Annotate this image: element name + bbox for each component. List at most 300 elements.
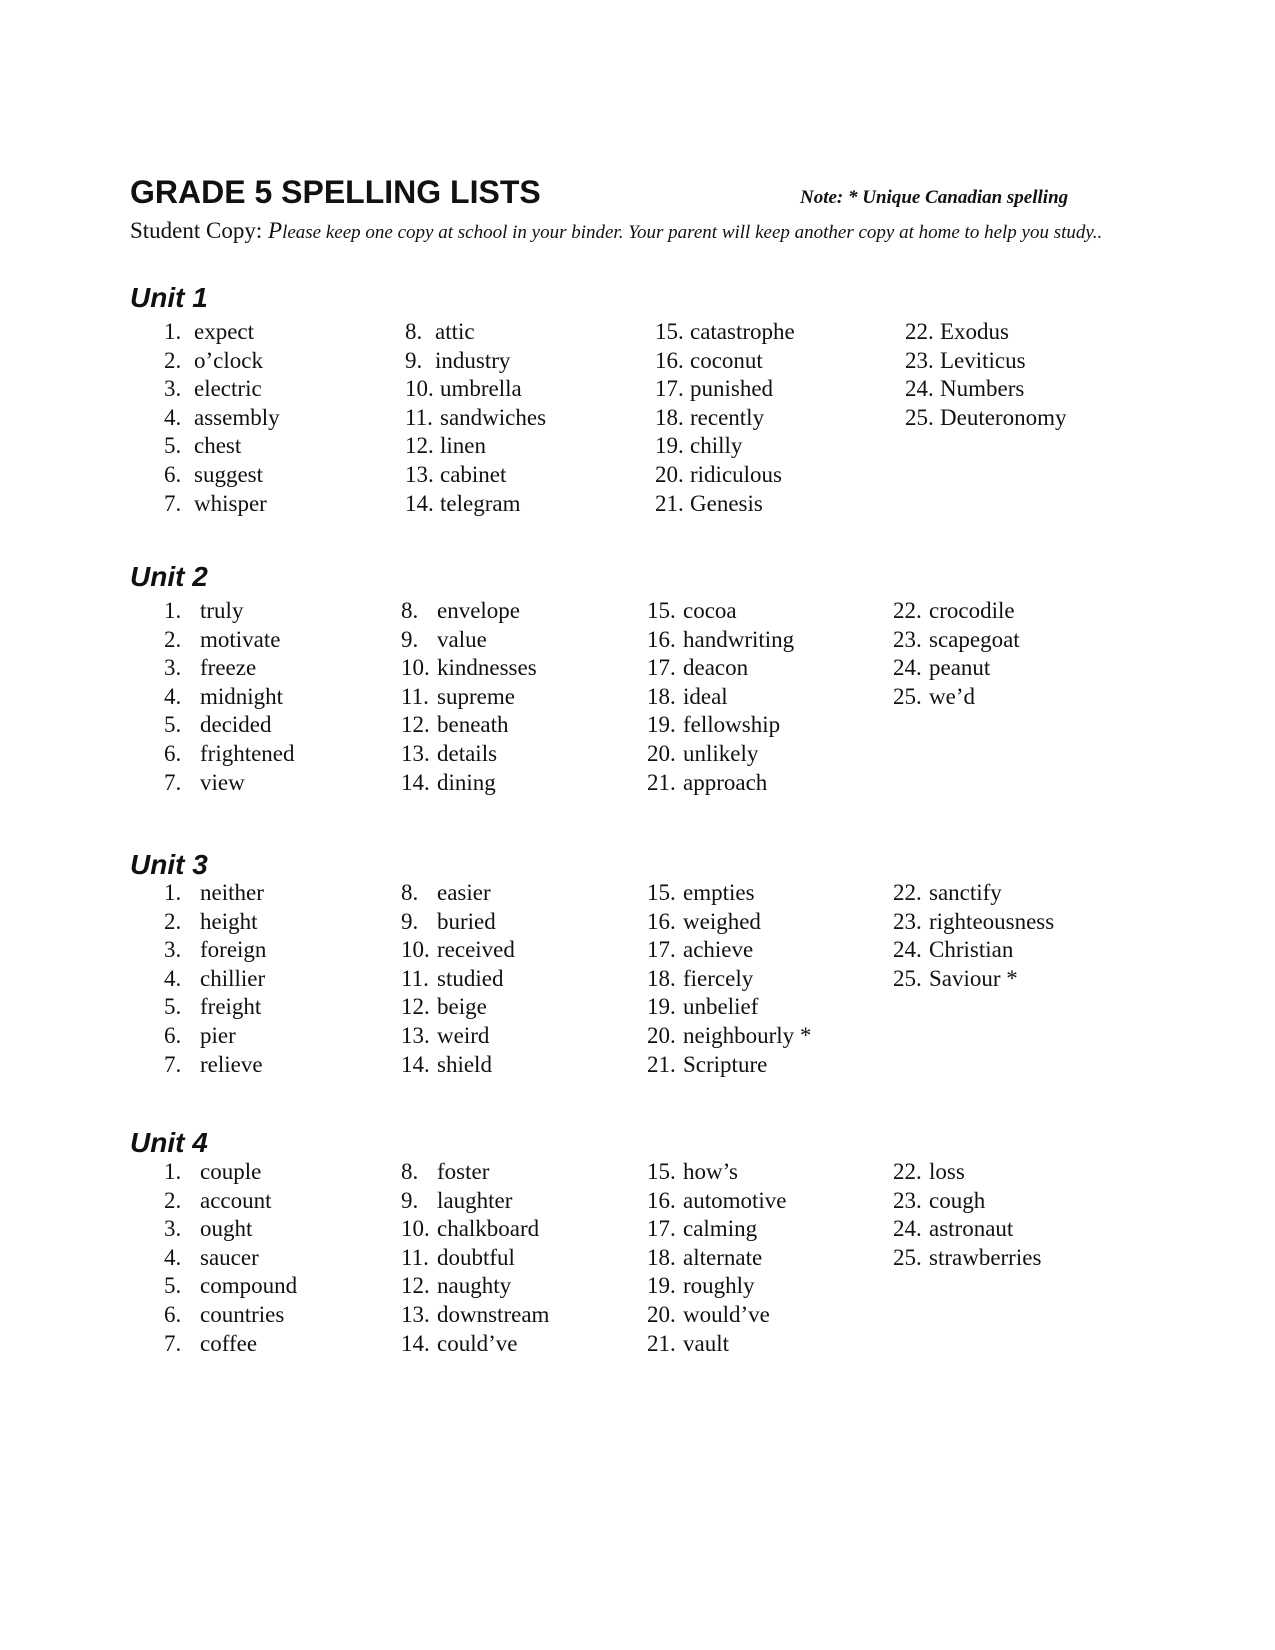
spelling-word: approach: [683, 769, 768, 795]
list-item: [893, 626, 1020, 655]
list-item: [401, 879, 515, 908]
item-number: 25.: [893, 1244, 922, 1270]
spelling-word: freeze: [200, 655, 257, 681]
list-item: [164, 1158, 297, 1187]
spelling-word: we’d: [929, 683, 975, 709]
spelling-word: electric: [194, 376, 262, 402]
list-item: [164, 461, 280, 490]
spelling-word: account: [200, 1187, 272, 1213]
spelling-word: Christian: [929, 937, 1014, 963]
item-number: 6.: [164, 1022, 182, 1048]
list-item: [647, 1158, 786, 1187]
spelling-word: ridiculous: [690, 461, 782, 487]
spelling-word: kindnesses: [437, 655, 537, 681]
list-item: [405, 347, 546, 376]
list-item: [401, 908, 515, 937]
item-number: 13.: [401, 1022, 430, 1048]
list-item: [893, 597, 1020, 626]
spelling-word: value: [437, 626, 487, 652]
item-number: 8.: [401, 598, 419, 623]
spelling-word: frightened: [200, 740, 295, 766]
spelling-word: sanctify: [929, 880, 1002, 905]
item-number: 1.: [164, 1159, 182, 1184]
spelling-word: beige: [437, 994, 487, 1020]
spelling-word: countries: [200, 1301, 285, 1327]
list-item: [655, 432, 795, 461]
list-item: [893, 1215, 1041, 1244]
item-number: 18.: [647, 683, 676, 709]
item-number: 20.: [655, 461, 684, 487]
spelling-word: industry: [435, 347, 511, 373]
list-item: [893, 683, 1020, 712]
item-number: 7.: [164, 1330, 182, 1356]
word-list: [405, 318, 546, 518]
item-number: 21.: [655, 490, 684, 516]
item-number: 10.: [401, 655, 430, 681]
item-number: 2.: [164, 626, 182, 652]
spelling-word: alternate: [683, 1244, 763, 1270]
spelling-word: telegram: [440, 490, 521, 516]
item-number: 15.: [655, 319, 684, 344]
list-item: [405, 461, 546, 490]
unit-4-section: [130, 1127, 1130, 1358]
item-number: 25.: [893, 965, 922, 991]
list-item: [164, 490, 280, 519]
list-item: [647, 1244, 786, 1273]
item-number: 23.: [893, 626, 922, 652]
list-item: [647, 1272, 786, 1301]
spelling-word: easier: [437, 880, 491, 905]
item-number: 6.: [164, 1301, 182, 1327]
spelling-word: laughter: [437, 1187, 513, 1213]
list-item: [401, 1158, 549, 1187]
item-number: 24.: [893, 937, 922, 963]
item-number: 17.: [655, 376, 684, 402]
list-item: [401, 626, 537, 655]
item-number: 5.: [164, 712, 182, 738]
item-number: 9.: [401, 908, 419, 934]
list-item: [893, 1244, 1041, 1273]
list-item: [405, 404, 546, 433]
item-number: 16.: [655, 347, 684, 373]
spelling-word: scapegoat: [929, 626, 1020, 652]
spelling-word: midnight: [200, 683, 284, 709]
spelling-word: coffee: [200, 1330, 258, 1356]
word-list: [401, 597, 537, 797]
list-item: [405, 432, 546, 461]
spelling-word: unlikely: [683, 740, 759, 766]
word-columns: [130, 879, 1130, 1079]
list-item: [647, 908, 811, 937]
list-item: [647, 597, 794, 626]
item-number: 22.: [893, 598, 922, 623]
list-item: [905, 375, 1066, 404]
list-item: [164, 432, 280, 461]
item-number: 20.: [647, 1301, 676, 1327]
spelling-word: punished: [690, 376, 774, 402]
item-number: 17.: [647, 937, 676, 963]
spelling-word: Exodus: [940, 319, 1009, 344]
spelling-word: chillier: [200, 965, 266, 991]
item-number: 7.: [164, 769, 182, 795]
item-number: 10.: [405, 376, 434, 402]
word-list: [647, 879, 811, 1079]
item-number: 12.: [401, 712, 430, 738]
list-item: [905, 318, 1066, 347]
spelling-word: relieve: [200, 1051, 263, 1077]
spelling-word: strawberries: [929, 1244, 1042, 1270]
item-number: 18.: [647, 1244, 676, 1270]
word-list: [647, 1158, 786, 1358]
spelling-word: pier: [200, 1022, 236, 1048]
item-number: 8.: [405, 319, 423, 344]
list-item: [655, 347, 795, 376]
spelling-word: handwriting: [683, 626, 795, 652]
item-number: 5.: [164, 994, 182, 1020]
item-number: 22.: [893, 1159, 922, 1184]
spelling-word: chalkboard: [437, 1216, 540, 1242]
item-number: 22.: [905, 319, 934, 344]
list-item: [164, 1301, 297, 1330]
spelling-word: freight: [200, 994, 262, 1020]
word-list: [905, 318, 1066, 432]
spelling-word: details: [437, 740, 498, 766]
word-columns: [130, 318, 1130, 518]
word-columns: [130, 1158, 1130, 1358]
item-number: 5.: [164, 1273, 182, 1299]
item-number: 7.: [164, 490, 182, 516]
list-item: [164, 626, 295, 655]
item-number: 14.: [405, 490, 434, 516]
list-item: [893, 1187, 1041, 1216]
list-item: [655, 318, 795, 347]
list-item: [655, 375, 795, 404]
word-list: [655, 318, 795, 518]
spelling-word: foreign: [200, 937, 267, 963]
item-number: 11.: [401, 1244, 429, 1270]
spelling-word: ideal: [683, 683, 728, 709]
spelling-word: Genesis: [690, 490, 763, 516]
item-number: 15.: [647, 598, 676, 623]
spelling-word: suggest: [194, 461, 263, 487]
spelling-word: ought: [200, 1216, 253, 1242]
spelling-word: unbelief: [683, 994, 759, 1020]
item-number: 16.: [647, 1187, 676, 1213]
word-list: [164, 1158, 297, 1358]
list-item: [647, 936, 811, 965]
list-item: [401, 597, 537, 626]
list-item: [647, 626, 794, 655]
spelling-word: cabinet: [440, 461, 507, 487]
list-item: [164, 347, 280, 376]
list-item: [401, 711, 537, 740]
list-item: [164, 1215, 297, 1244]
list-item: [164, 908, 266, 937]
spelling-word: saucer: [200, 1244, 259, 1270]
list-item: [164, 1022, 266, 1051]
list-item: [647, 1301, 786, 1330]
list-item: [647, 1051, 811, 1080]
item-number: 5.: [164, 433, 182, 459]
item-number: 19.: [655, 433, 684, 459]
item-number: 1.: [164, 880, 182, 905]
item-number: 14.: [401, 1330, 430, 1356]
item-number: 23.: [893, 1187, 922, 1213]
unit-heading: Unit 2: [130, 561, 208, 592]
item-number: 1.: [164, 319, 182, 344]
item-number: 19.: [647, 994, 676, 1020]
spelling-word: buried: [437, 908, 496, 934]
spelling-word: o’clock: [194, 347, 263, 373]
item-number: 6.: [164, 740, 182, 766]
item-number: 11.: [401, 965, 429, 991]
list-item: [401, 654, 537, 683]
spelling-word: beneath: [437, 712, 509, 738]
list-item: [905, 404, 1066, 433]
item-number: 6.: [164, 461, 182, 487]
spelling-word: decided: [200, 712, 272, 738]
list-item: [647, 740, 794, 769]
list-item: [647, 965, 811, 994]
list-item: [401, 1051, 515, 1080]
item-number: 19.: [647, 1273, 676, 1299]
spelling-word: downstream: [437, 1301, 550, 1327]
instruction-text: lease keep one copy at school in your binder. Your parent will keep another copy at home to help you study..: [282, 222, 1103, 243]
list-item: [893, 879, 1054, 908]
item-number: 12.: [401, 994, 430, 1020]
spelling-word: sandwiches: [440, 404, 547, 430]
spelling-word: whisper: [194, 490, 267, 516]
spelling-word: truly: [200, 598, 244, 623]
student-copy-label: Student Copy:: [130, 218, 269, 243]
list-item: [655, 490, 795, 519]
list-item: [893, 654, 1020, 683]
spelling-word: naughty: [437, 1273, 512, 1299]
unit-2-section: [130, 561, 1130, 797]
spelling-word: peanut: [929, 655, 991, 681]
item-number: 14.: [401, 769, 430, 795]
spelling-word: roughly: [683, 1273, 755, 1299]
spelling-word: recently: [690, 404, 765, 430]
spelling-word: doubtful: [437, 1244, 515, 1270]
item-number: 24.: [905, 376, 934, 402]
item-number: 2.: [164, 347, 182, 373]
item-number: 9.: [401, 626, 419, 652]
list-item: [401, 740, 537, 769]
item-number: 13.: [401, 1301, 430, 1327]
page-title: GRADE 5 SPELLING LISTS: [130, 174, 541, 210]
item-number: 21.: [647, 769, 676, 795]
spelling-word: Deuteronomy: [940, 404, 1067, 430]
instruction-initial: P: [268, 218, 283, 243]
item-number: 21.: [647, 1051, 676, 1077]
unit-3-section: [130, 849, 1130, 1079]
spelling-word: how’s: [683, 1159, 738, 1184]
item-number: 23.: [905, 347, 934, 373]
list-item: [647, 711, 794, 740]
spelling-word: envelope: [437, 598, 521, 623]
item-number: 24.: [893, 655, 922, 681]
item-number: 2.: [164, 908, 182, 934]
item-number: 3.: [164, 937, 182, 963]
list-item: [401, 769, 537, 798]
canadian-spelling-note: Note: * Unique Canadian spelling: [800, 187, 1069, 208]
list-item: [164, 1244, 297, 1273]
word-list: [164, 318, 280, 518]
list-item: [647, 683, 794, 712]
spelling-word: studied: [437, 965, 504, 991]
list-item: [164, 936, 266, 965]
item-number: 17.: [647, 1216, 676, 1242]
word-list: [893, 597, 1020, 711]
list-item: [893, 936, 1054, 965]
item-number: 13.: [405, 461, 434, 487]
spelling-word: calming: [683, 1216, 758, 1242]
spelling-word: Numbers: [940, 376, 1025, 402]
item-number: 13.: [401, 740, 430, 766]
list-item: [164, 1187, 297, 1216]
list-item: [401, 1187, 549, 1216]
list-item: [164, 597, 295, 626]
list-item: [164, 318, 280, 347]
list-item: [405, 375, 546, 404]
list-item: [405, 490, 546, 519]
list-item: [401, 1272, 549, 1301]
spelling-word: motivate: [200, 626, 281, 652]
word-list: [893, 1158, 1041, 1272]
list-item: [647, 1215, 786, 1244]
list-item: [164, 375, 280, 404]
list-item: [401, 993, 515, 1022]
spelling-word: height: [200, 908, 258, 934]
item-number: 3.: [164, 1216, 182, 1242]
spelling-word: linen: [440, 433, 486, 459]
item-number: 4.: [164, 965, 182, 991]
item-number: 21.: [647, 1330, 676, 1356]
list-item: [401, 965, 515, 994]
list-item: [401, 1244, 549, 1273]
item-number: 20.: [647, 740, 676, 766]
unit-heading: Unit 3: [130, 849, 208, 880]
spelling-word: loss: [929, 1159, 965, 1184]
item-number: 16.: [647, 626, 676, 652]
spelling-word: cocoa: [683, 598, 737, 623]
spelling-word: chest: [194, 433, 242, 459]
list-item: [905, 347, 1066, 376]
item-number: 8.: [401, 880, 419, 905]
spelling-word: Leviticus: [940, 347, 1026, 373]
item-number: 11.: [401, 683, 429, 709]
spelling-word: assembly: [194, 404, 280, 430]
spelling-word: Saviour *: [929, 965, 1018, 991]
spelling-word: fellowship: [683, 712, 781, 738]
spelling-word: foster: [437, 1159, 490, 1184]
item-number: 3.: [164, 655, 182, 681]
spelling-word: deacon: [683, 655, 749, 681]
list-item: [401, 1301, 549, 1330]
spelling-word: shield: [437, 1051, 492, 1077]
item-number: 9.: [405, 347, 423, 373]
list-item: [647, 879, 811, 908]
spelling-word: catastrophe: [690, 319, 795, 344]
spelling-word: righteousness: [929, 908, 1055, 934]
item-number: 7.: [164, 1051, 182, 1077]
list-item: [405, 318, 546, 347]
list-item: [647, 993, 811, 1022]
spelling-word: crocodile: [929, 598, 1015, 623]
list-item: [164, 1272, 297, 1301]
unit-heading: Unit 1: [130, 282, 208, 313]
spelling-word: couple: [200, 1159, 262, 1184]
spelling-word: fiercely: [683, 965, 754, 991]
list-item: [164, 965, 266, 994]
item-number: 18.: [647, 965, 676, 991]
spelling-word: weighed: [683, 908, 761, 934]
spelling-word: astronaut: [929, 1216, 1014, 1242]
spelling-word: empties: [683, 880, 755, 905]
spelling-word: coconut: [690, 347, 763, 373]
unit-heading: Unit 4: [130, 1127, 208, 1158]
item-number: 2.: [164, 1187, 182, 1213]
list-item: [164, 711, 295, 740]
unit-1-section: [130, 282, 1130, 518]
list-item: [893, 1158, 1041, 1187]
spelling-word: achieve: [683, 937, 754, 963]
list-item: [647, 654, 794, 683]
item-number: 20.: [647, 1022, 676, 1048]
list-item: [893, 908, 1054, 937]
spelling-word: automotive: [683, 1187, 787, 1213]
item-number: 8.: [401, 1159, 419, 1184]
item-number: 25.: [905, 404, 934, 430]
item-number: 22.: [893, 880, 922, 905]
item-number: 14.: [401, 1051, 430, 1077]
list-item: [401, 1022, 515, 1051]
item-number: 1.: [164, 598, 182, 623]
list-item: [164, 1051, 266, 1080]
item-number: 24.: [893, 1216, 922, 1242]
list-item: [647, 1187, 786, 1216]
spelling-word: could’ve: [437, 1330, 518, 1356]
item-number: 9.: [401, 1187, 419, 1213]
item-number: 11.: [405, 404, 433, 430]
spelling-word: would’ve: [683, 1301, 770, 1327]
list-item: [655, 461, 795, 490]
list-item: [401, 683, 537, 712]
item-number: 4.: [164, 1244, 182, 1270]
item-number: 10.: [401, 937, 430, 963]
spelling-word: supreme: [437, 683, 515, 709]
list-item: [164, 879, 266, 908]
item-number: 12.: [401, 1273, 430, 1299]
list-item: [401, 936, 515, 965]
item-number: 19.: [647, 712, 676, 738]
list-item: [655, 404, 795, 433]
spelling-word: Scripture: [683, 1051, 768, 1077]
item-number: 18.: [655, 404, 684, 430]
spelling-word: compound: [200, 1273, 298, 1299]
item-number: 15.: [647, 880, 676, 905]
spelling-word: chilly: [690, 433, 743, 459]
item-number: 23.: [893, 908, 922, 934]
item-number: 16.: [647, 908, 676, 934]
word-list: [401, 879, 515, 1079]
item-number: 4.: [164, 404, 182, 430]
item-number: 15.: [647, 1159, 676, 1184]
list-item: [647, 769, 794, 798]
student-copy-instructions: [130, 218, 1120, 245]
word-list: [164, 597, 295, 797]
